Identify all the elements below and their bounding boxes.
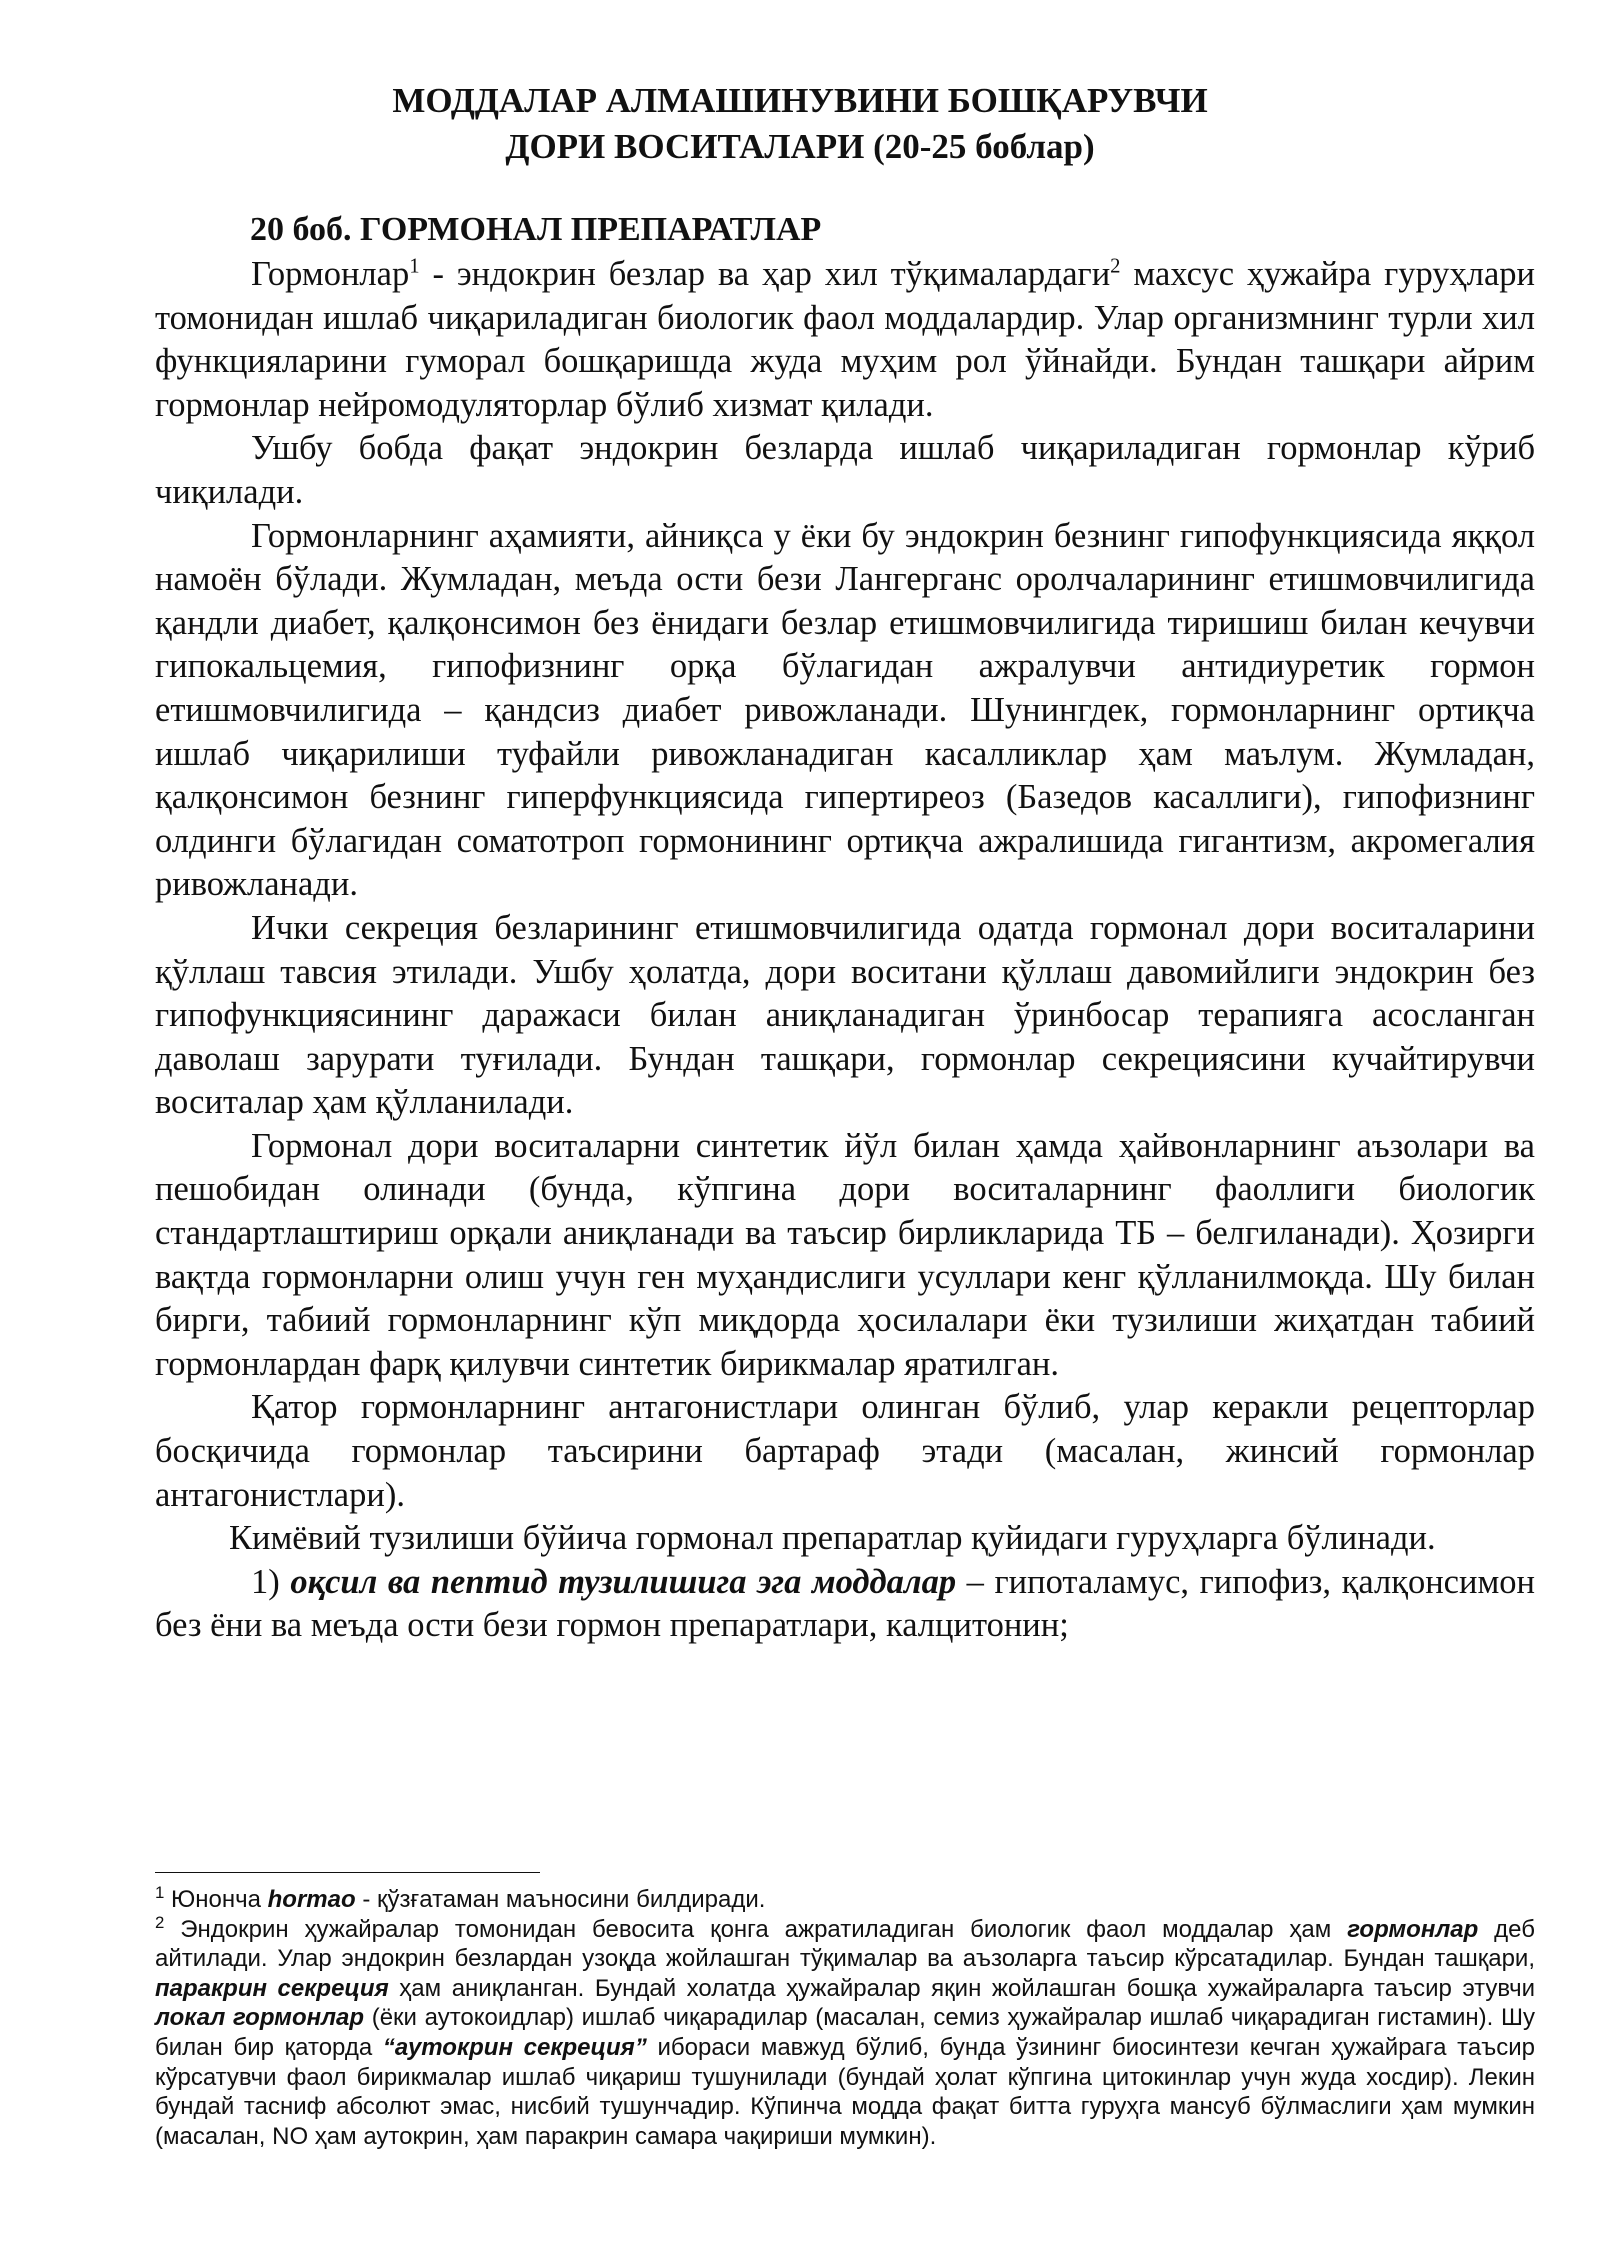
footnote-separator bbox=[155, 1872, 540, 1873]
footnote-1-term: hormao bbox=[267, 1886, 356, 1913]
chapter-heading: 20 боб. ГОРМОНАЛ ПРЕПАРАТЛАР bbox=[250, 211, 822, 248]
paragraph-2: Ушбу бобда фақат эндокрин безларда ишлаб чиқариладиган гормонлар кўриб чиқилади. bbox=[155, 429, 1535, 511]
footnote-2-part: ибораси мавжуд бўлиб, бунда ўзининг биосинтези кечган ҳужайрага таъсир кўрсатувчи фаол бирикмалар ишлаб чиқариш тушунилади (бундай ҳолат кўпгина цитокинлар учун жуда хосдир). Лекин бундай тасниф абсолют эмас, нисбий тушунчадир. Кўпинча модда фақат битта гуруҳга мансуб бўлмаслиги ҳам мумкин (масалан, NO ҳам аутокрин, ҳам паракрин самара чақириши мумкин). bbox=[155, 2033, 1536, 2150]
title-line-2: ДОРИ ВОСИТАЛАРИ (20-25 боблар) bbox=[505, 127, 1095, 166]
paragraph-6: Қатор гормонларнинг антагонистлари олинган бўлиб, улар керакли рецепторлар босқичида гормонлар таъсирини бартараф этади (масалан, жинсий гормонлар антагонистлари). bbox=[155, 1388, 1535, 1514]
footnote-2-part: ҳам аниқланган. Бундай холатда ҳужайралар яқин жойлашган бошқа хужайраларга таъсир этувчи bbox=[388, 1974, 1536, 2002]
paragraph-4: Ички секреция безларининг етишмовчилигида одатда гормонал дори воситаларини қўллаш тавсия этилади. Ушбу ҳолатда, дори воситани қўллаш давомийлиги эндокрин без гипофункциясининг даражаси билан аниқланадиган ўринбосар терапияга асосланган даволаш зарурати туғилади. Бундан ташқари, гормонлар секрециясини кучайтирувчи воситалар ҳам қўлланилади. bbox=[155, 908, 1535, 1122]
paragraph-1 bbox=[155, 253, 1535, 427]
paragraph-7 bbox=[129, 1517, 1535, 1561]
footnote-2-part: Эндокрин ҳужайралар томонидан бевосита қонга ажратиладиган биологик фаол моддалар ҳам bbox=[164, 1915, 1348, 1943]
body-text bbox=[155, 253, 1535, 1648]
paragraph-5: Гормонал дори воситаларни синтетик йўл билан ҳамда ҳайвонларнинг аъзолари ва пешобидан олинади (бунда, кўпгина дори воситаларнинг фаоллиги биологик стандартлаштириш орқали аниқланади ва таъсир бирликларида ТБ – белгиланади). Ҳозирги вақтда гормонларни олиш учун ген муҳандислиги усуллари кенг қўлланилмоқда. Шу билан бирги, табиий гормонларнинг кўп миқдорда ҳосилалари ёки тузилиши жиҳатдан табиий гормонлардан фарқ қилувчи синтетик бирикмалар яратилган. bbox=[155, 1126, 1535, 1383]
paragraph-1-part: Гормонлар bbox=[251, 255, 410, 293]
list-item-text: – гипоталамус, гипофиз, қалқонсимон без ёни ва меъда ости бези гормон препаратлари, калцитонин; bbox=[155, 1562, 1535, 1645]
paragraph-1-part: махсус ҳужайра гуруҳлари томонидан ишлаб чиқариладиган биологик фаол моддалардир. Улар организмнинг турли хил функцияларини гуморал бошқаришда жуда муҳим рол ўйнайди. Бундан ташқари айрим гормонлар нейромодуляторлар бўлиб хизмат қилади. bbox=[155, 255, 1536, 424]
title-line-1: МОДДАЛАР АЛМАШИНУВИНИ БОШҚАРУВЧИ bbox=[392, 81, 1208, 120]
footnote-2-term: гормонлар bbox=[1347, 1915, 1479, 1943]
footnote-2 bbox=[155, 1912, 1536, 2152]
footnote-ref-1: 1 bbox=[409, 255, 420, 278]
list-item-term: оқсил ва пептид тузилишига эга моддалар bbox=[290, 1562, 957, 1601]
footnote-1-part: Юнонча bbox=[164, 1886, 268, 1913]
paragraph-1-part: - эндокрин безлар ва ҳар хил тўқималардаги bbox=[419, 255, 1111, 293]
footnote-2-term: паракрин секреция bbox=[155, 1974, 389, 2002]
footnote-2-term: локал гормонлар bbox=[155, 2004, 365, 2032]
footnote-1-part: - қўзғатаман маъносини билдиради. bbox=[355, 1886, 766, 1913]
footnote-2-term: “аутокрин секреция” bbox=[382, 2033, 647, 2061]
footnote-1 bbox=[155, 1885, 1535, 1915]
footnote-2-part: (ёки аутокоидлар) ишлаб чиқарадилар (масалан, семиз ҳужайралар ишлаб чиқарадиган гистамин). Шу билан бир қаторда bbox=[155, 2004, 1535, 2061]
footnotes bbox=[155, 1885, 1535, 2151]
document-title bbox=[0, 78, 1600, 170]
footnote-2-part: деб айтилади. Улар эндокрин безлардан узоқда жойлашган тўқималар ва аъзоларга таъсир кўрсатадилар. Бундан ташқари, bbox=[155, 1915, 1536, 1973]
footnote-ref-2: 2 bbox=[1110, 255, 1121, 278]
list-item-number: 1) bbox=[251, 1562, 291, 1601]
paragraph-3: Гормонларнинг аҳамияти, айниқса у ёки бу эндокрин безнинг гипофункциясида яққол намоён бўлади. Жумладан, меъда ости бези Лангерганс оролчаларининг етишмовчилигида қандли диабет, қалқонсимон без ёнидаги безлар етишмовчилигида тиришиш билан кечувчи гипокальцемия, гипофизнинг орқа бўлагидан ажралувчи антидиуретик гормон етишмовчилигида – қандсиз диабет ривожланади. Шунингдек, гормонларнинг ортиқча ишлаб чиқарилиши туфайли ривожланадиган касалликлар ҳам маълум. Жумладан, қалқонсимон безнинг гиперфункциясида гипертиреоз (Базедов касаллиги), гипофизнинг олдинги бўлагидан соматотроп гормонининг ортиқча ажралишида гигантизм, акромегалия ривожланади. bbox=[155, 516, 1535, 904]
list-item-1 bbox=[155, 1561, 1535, 1648]
footnote-2-mark: 2 bbox=[155, 1912, 165, 1932]
footnote-1-mark: 1 bbox=[155, 1883, 165, 1902]
paragraph-7-text: Кимёвий тузилиши бўйича гормонал препаратлар қуйидаги гуруҳларга бўлинади. bbox=[229, 1519, 1436, 1558]
